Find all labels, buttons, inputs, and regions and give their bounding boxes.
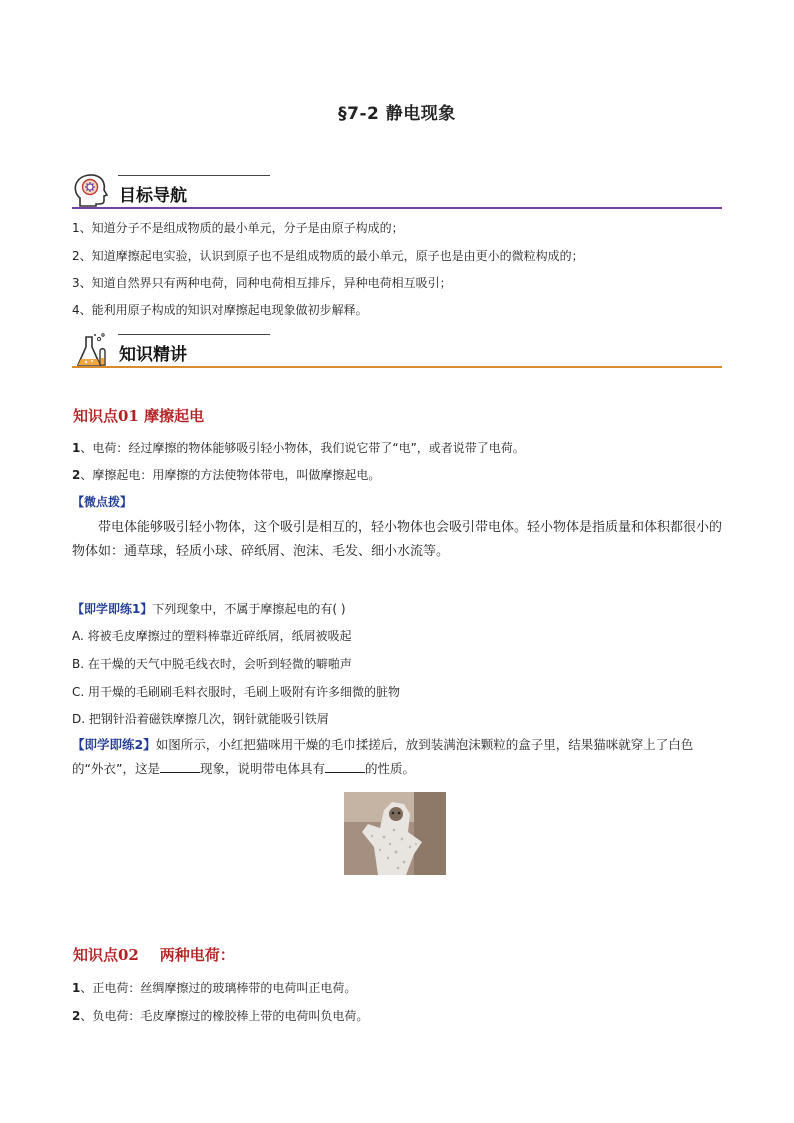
answer-blank [325, 760, 365, 773]
head-gear-icon [72, 172, 110, 210]
kp-number: 知识点02 [73, 946, 139, 964]
header-accent-line [118, 175, 270, 176]
kp-title: 两种电荷： [159, 946, 235, 964]
header-accent-line [118, 334, 270, 335]
goal-item: 1、知道分子不是组成物质的最小单元，分子是由原子构成的； [72, 221, 404, 235]
answer-blank [160, 760, 200, 773]
cat-foam-photo [344, 792, 446, 875]
knowledge-point-heading [73, 944, 235, 965]
answer-option: A. 将被毛皮摩擦过的塑料棒靠近碎纸屑，纸屑被吸起 [72, 629, 352, 643]
kp-title: 摩擦起电 [144, 407, 205, 425]
goal-item: 4、能利用原子构成的知识对摩擦起电现象做初步解释。 [72, 303, 368, 317]
question-stem: 【即学即练2】如图所示，小红把猫咪用干燥的毛巾揉搓后，放到装满泡沫颗粒的盒子里，结果猫咪就穿上了白色的“外衣”，这是 现象，说明带电体具有 的性质。 [72, 737, 694, 776]
question-stem: 【即学即练1】下列现象中，不属于摩擦起电的有( ) [72, 602, 346, 616]
answer-option: D. 把钢针沿着磁铁摩擦几次，钢针就能吸引铁屑 [72, 712, 329, 726]
kp-number: 知识点01 [73, 407, 139, 425]
tip-label: 【微点拨】 [72, 495, 133, 509]
list-item: 1、正电荷：丝绸摩擦过的玻璃棒带的电荷叫正电荷。 [72, 981, 357, 995]
section-header-knowledge [72, 331, 722, 375]
list-item: 2、摩擦起电：用摩擦的方法使物体带电，叫做摩擦起电。 [72, 468, 381, 482]
section-rule [72, 366, 722, 368]
answer-option: B. 在干燥的天气中脱毛线衣时，会听到轻微的噼啪声 [72, 657, 352, 671]
list-item: 2、负电荷：毛皮摩擦过的橡胶棒上带的电荷叫负电荷。 [72, 1009, 369, 1023]
tip-paragraph: 带电体能够吸引轻小物体，这个吸引是相互的，轻小物体也会吸引带电体。轻小物体是指质量和体积都很小的物体如：通草球，轻质小球、碎纸屑、泡沫、毛发、细小水流等。 [72, 520, 723, 559]
section-header-goals [72, 172, 722, 216]
section-heading: 知识精讲 [119, 345, 187, 365]
page-title: §7-2 静电现象 [338, 104, 456, 124]
goal-item: 2、知道摩擦起电实验，认识到原子也不是组成物质的最小单元，原子也是由更小的微粒构成的； [72, 249, 584, 263]
section-heading: 目标导航 [119, 186, 187, 206]
section-rule [72, 207, 722, 209]
flask-icon [72, 331, 110, 369]
answer-option: C. 用干燥的毛刷刷毛料衣服时，毛刷上吸附有许多细微的脏物 [72, 685, 401, 699]
list-item: 1、电荷：经过摩擦的物体能够吸引轻小物体，我们说它带了“电”，或者说带了电荷。 [72, 441, 525, 455]
goal-item: 3、知道自然界只有两种电荷，同种电荷相互排斥，异种电荷相互吸引； [72, 276, 452, 290]
knowledge-point-heading [73, 405, 204, 426]
